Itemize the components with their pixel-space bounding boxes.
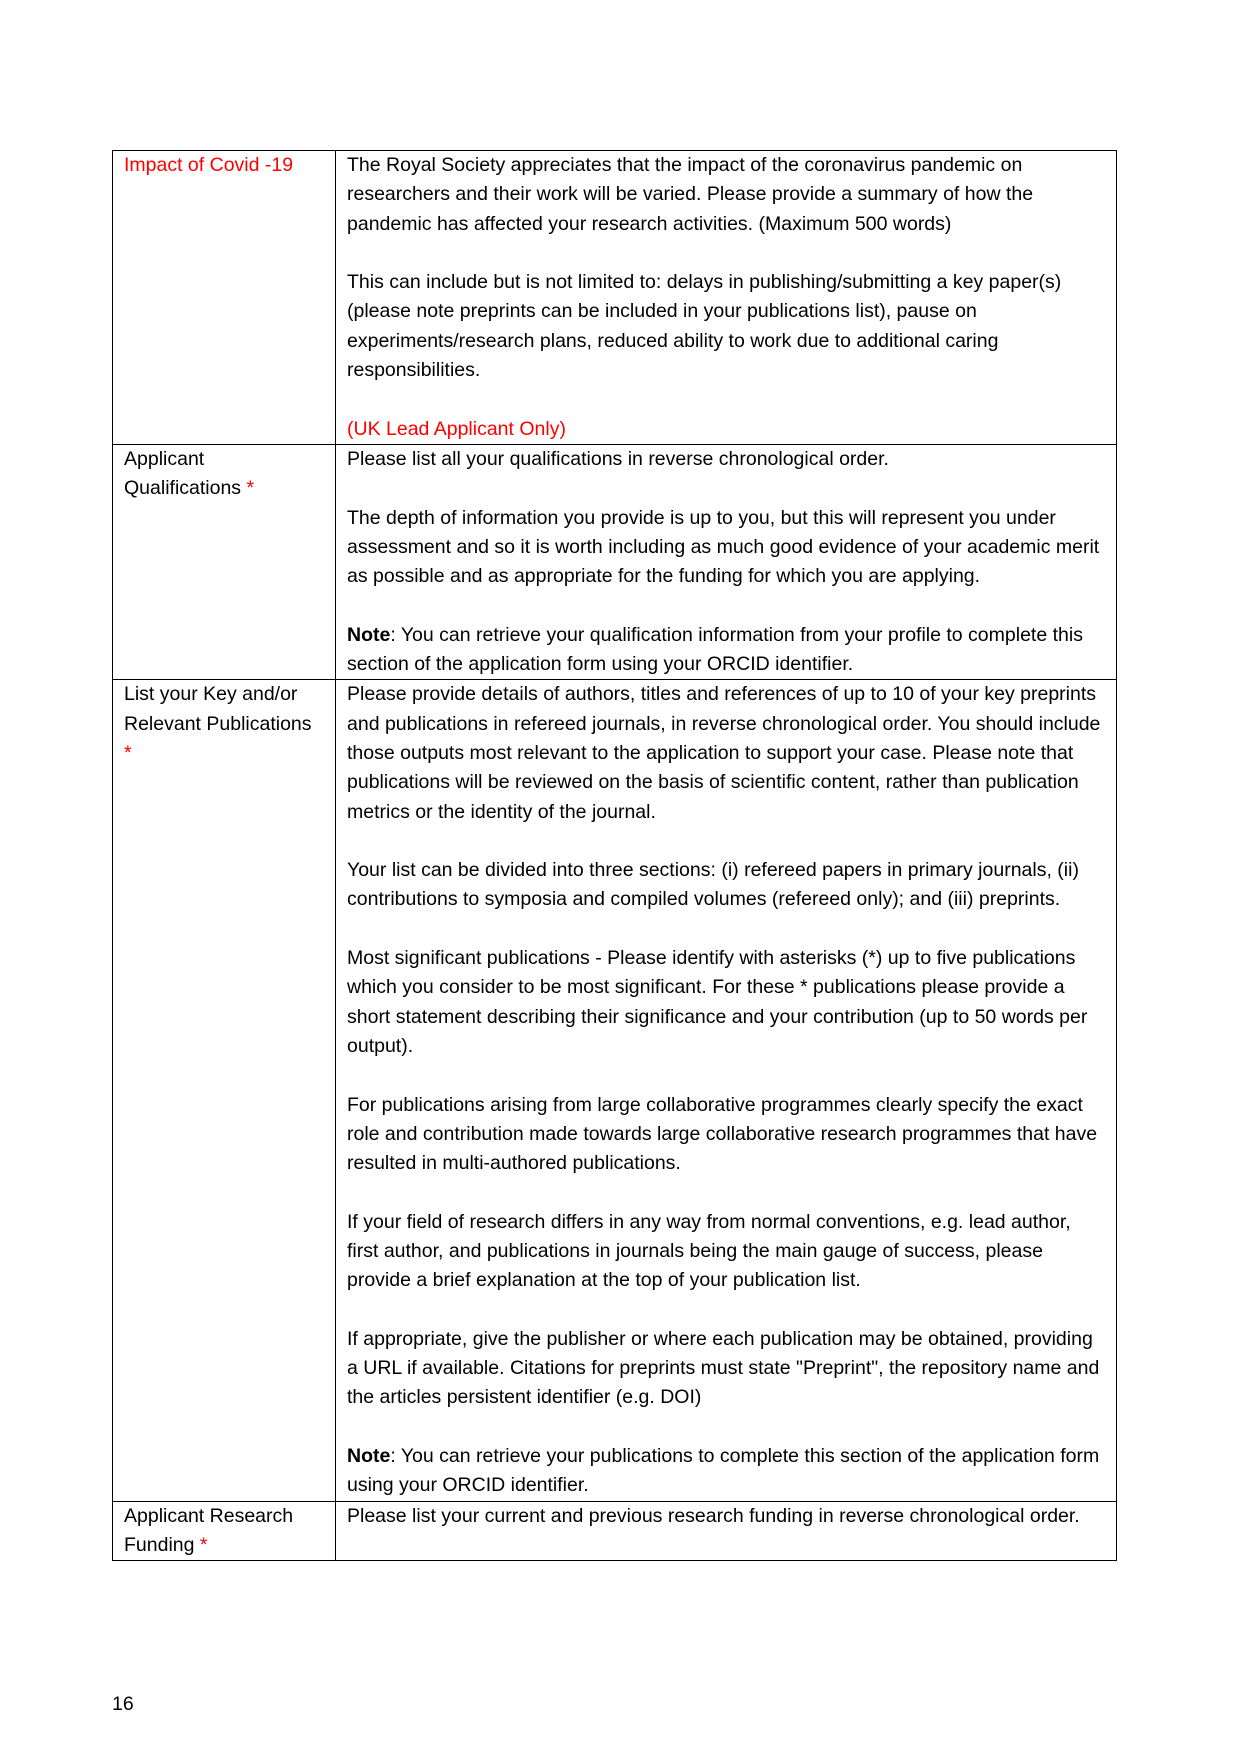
note-label: Note (347, 623, 391, 646)
row-description-cell (336, 680, 1117, 1501)
description-paragraph: The Royal Society appreciates that the impact of the coronavirus pandemic on researchers and their work will be varied. Please provide a summary of how the pandemic has affected your research activities. (Maximum 500 words) (347, 154, 1034, 235)
required-marker: * (124, 741, 132, 764)
row-description-cell (336, 444, 1117, 679)
description-paragraph: Most significant publications - Please identify with asterisks (*) up to five publications which you consider to be most significant. For these * publications please provide a short statement describing their significance and your contribution (up to 50 words per output). (347, 947, 1088, 1057)
row-label: List your Key and/or Relevant Publications (124, 683, 312, 735)
form-row-covid-impact (113, 151, 1117, 445)
row-label: Applicant Research Funding (124, 1504, 294, 1556)
form-row-publications (113, 680, 1117, 1501)
description-paragraph: If appropriate, give the publisher or where each publication may be obtained, providing a URL if available. Citations for preprints must state "Preprint", the repository name and the articles persistent identifier (e.g. DOI) (347, 1327, 1100, 1409)
note-label: Note (347, 1445, 391, 1468)
description-paragraph: Your list can be divided into three sections: (i) refereed papers in primary journals, (ii) contributions to symposia and compiled volumes (refereed only); and (iii) preprints. (347, 859, 1079, 911)
description-paragraph: The depth of information you provide is up to you, but this will represent you under assessment and so it is worth including as much good evidence of your academic merit as possible and as appropriate for the funding for which you are applying. (347, 506, 1100, 588)
row-label-cell (113, 151, 336, 445)
row-label-cell (113, 444, 336, 679)
note-text: : You can retrieve your publications to complete this section of the application form using your ORCID identifier. (347, 1445, 1100, 1497)
page-number: 16 (112, 1693, 134, 1715)
row-label-cell (113, 1501, 336, 1561)
description-paragraph: Please list all your qualifications in reverse chronological order. (347, 447, 889, 470)
description-paragraph: For publications arising from large collaborative programmes clearly specify the exact role and contribution made towards large collaborative research programmes that have resulted in multi-authored publications. (347, 1093, 1098, 1175)
description-paragraph: Please list your current and previous research funding in reverse chronological order. (347, 1504, 1080, 1527)
application-form-table (112, 150, 1117, 1561)
form-row-research-funding (113, 1501, 1117, 1561)
description-paragraph: This can include but is not limited to: delays in publishing/submitting a key paper(s) (please note preprints can be included in your publications list), pause on experiments/research plans, reduced ability to work due to additional caring responsibilities. (347, 271, 1062, 382)
orcid-note (347, 621, 1106, 680)
row-label-cell (113, 680, 336, 1501)
required-marker: * (199, 1533, 208, 1556)
description-paragraph: Please provide details of authors, titles and references of up to 10 of your key preprints and publications in refereed journals, in reverse chronological order. You should include those outputs most relevant to the application to support your case. Please note that publications will be reviewed on the basis of scientific content, rather than publication metrics or the identity of the journal. (347, 683, 1101, 823)
description-paragraph: If your field of research differs in any way from normal conventions, e.g. lead author, first author, and publications in journals being the main gauge of success, please provide a brief explanation at the top of your publication list. (347, 1210, 1071, 1292)
eligibility-note: (UK Lead Applicant Only) (347, 417, 566, 440)
row-description-cell (336, 1501, 1117, 1561)
note-text: : You can retrieve your qualification information from your profile to complete this section of the application form using your ORCID identifier. (347, 623, 1083, 676)
row-label: Applicant Qualifications (124, 447, 242, 500)
form-row-qualifications (113, 444, 1117, 679)
row-description-cell (336, 151, 1117, 445)
orcid-note (347, 1442, 1106, 1501)
row-label: Impact of Covid -19 (124, 154, 294, 176)
required-marker: * (246, 477, 255, 500)
